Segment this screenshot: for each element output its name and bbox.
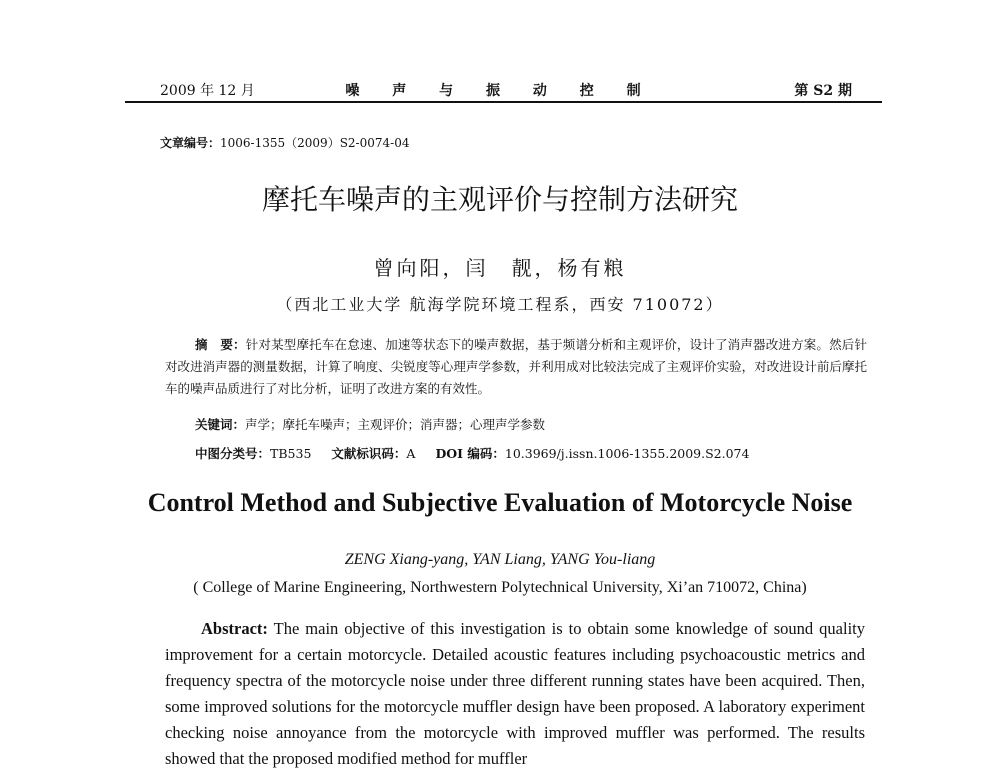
cn-abstract [165,334,867,400]
cn-authors: 曾向阳，闫 靓，杨有粮 [373,256,627,280]
cn-title: 摩托车噪声的主观评价与控制方法研究 [261,183,738,216]
article-number-label: 文章编号： [160,136,221,150]
cn-abstract-label: 摘 要： [195,337,246,352]
en-affiliation: ( College of Marine Engineering, Northwestern Polytechnical University, Xi’an 710072, China) [193,579,807,596]
en-abstract [165,616,865,772]
en-abstract-text: The main objective of this investigation is to obtain some knowledge of sound quality improvement for a certain motorcycle. Detailed acoustic features including psychoacoustic metrics and frequency spectra of the motorcycle noise under three different running states have been acquired. Then, some improved solutions for the motorcycle muffler design have been proposed. A laboratory experiment checking noise annoyance from the motorcycle with improved muffler was performed. The results showed that the proposed modified method for muffler [165,619,865,768]
cn-classification [195,444,749,462]
en-abstract-label: Abstract: [201,619,268,638]
en-title: Control Method and Subjective Evaluation of Motorcycle Noise [147,488,853,517]
journal-issue: 第 S2 期 [794,83,852,99]
cn-keywords-label: 关键词： [195,417,246,432]
doi-value: 10.3969/j.issn.1006-1355.2009.S2.074 [504,446,750,461]
doc-code-label: 文献标识码： [331,446,407,461]
cn-keywords [195,415,545,433]
cn-keywords-text: 声学；摩托车噪声；主观评价；消声器；心理声学参数 [245,417,546,432]
doc-code-value: A [406,446,416,461]
article-number-value: 1006-1355（2009）S2-0074-04 [220,136,410,150]
cn-affiliation: （西北工业大学 航海学院环境工程系，西安 710072） [276,295,724,314]
clc-label: 中图分类号： [195,446,271,461]
en-authors: ZENG Xiang-yang, YAN Liang, YANG You-liang [344,551,656,568]
journal-date: 2009 年 12 月 [160,83,255,99]
header-rule [125,101,882,103]
cn-abstract-text: 针对某型摩托车在怠速、加速等状态下的噪声数据，基于频谱分析和主观评价，设计了消声器改进方案。然后针对改进消声器的测量数据，计算了响度、尖锐度等心理声学参数，并利用成对比较法完成了主观评价实验，对改进设计前后摩托车的噪声品质进行了对比分析，证明了改进方案的有效性。 [165,337,867,396]
clc-value: TB535 [270,446,312,461]
article-number [160,134,409,151]
journal-name: 噪 声 与 振 动 控 制 [345,83,655,99]
doi-label: DOI 编码： [435,446,505,461]
